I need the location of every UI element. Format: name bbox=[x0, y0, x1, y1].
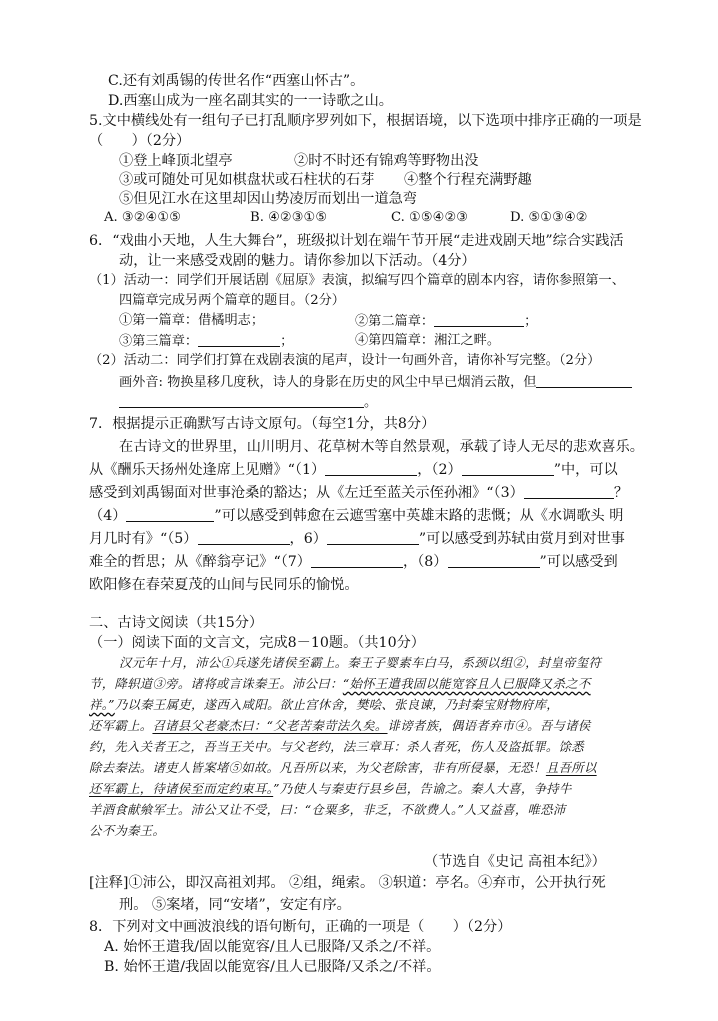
q6-voiceover-blank-2[interactable] bbox=[119, 392, 364, 408]
q6-chapter-2-blank[interactable] bbox=[434, 311, 524, 327]
passage-line6-text: 除去秦法。诸吏人皆案堵⑤如故。凡吾所以来，为父老除害，非有所侵暴，无恐！ bbox=[89, 760, 546, 775]
q7-line4 bbox=[89, 506, 623, 526]
q4-option-d: D.西塞山成为一座名副其实的一一诗歌之山。 bbox=[108, 93, 393, 109]
q4-option-c: C.还有刘禹锡的传世名作“西塞山怀古”。 bbox=[108, 73, 365, 89]
q7-line4-b: ”可以感受到韩愈在云遮雪塞中英雄末路的悲慨；从《水调歌头 明 bbox=[214, 508, 624, 524]
q8-option-a[interactable]: A. 始怀王遣我/固以能宽容/且人已服降/又杀之/不祥。 bbox=[104, 939, 441, 955]
q5-sentence-1: ①登上峰顶北望亭 bbox=[119, 153, 233, 169]
q7-blank-5[interactable] bbox=[198, 529, 290, 545]
passage-line8: 羊酒食献飨军士。沛公又让不受，曰：“仓粟多，非乏，不欲费人。”人又益喜，唯恐沛 bbox=[89, 802, 566, 817]
q6-voiceover-text: 画外音: 物换星移几度秋，诗人的身影在历史的风尘中早已烟消云散，但 bbox=[119, 375, 537, 390]
q7-blank-8[interactable] bbox=[448, 552, 540, 568]
passage-line4-text: 还军霸上。 bbox=[89, 718, 153, 733]
q6-chapter-4: ④第四篇章：湘江之畔。 bbox=[355, 333, 501, 348]
passage-line4-rest: 诽谤者族，偶语者弃市④。吾与诸侯 bbox=[387, 718, 591, 733]
passage-line2-text: 节，降轵道③旁。诸将或言诛秦王。沛公曰： bbox=[89, 676, 343, 691]
q7-line2-c: ”中，可以 bbox=[553, 462, 618, 478]
q7-blank-1[interactable] bbox=[325, 460, 417, 476]
passage-underlined-1: 召诸县父老豪杰曰：“父老苦秦苛法久矣。 bbox=[152, 718, 388, 733]
q5-sentence-4: ④整个行程充满野趣 bbox=[404, 172, 532, 188]
q5-option-c[interactable]: C. ①⑤④②③ bbox=[391, 210, 469, 225]
q6-chapter-3-label: ③第三篇章： bbox=[119, 334, 199, 349]
notes-line1: [注释]①沛公，即汉高祖刘邦。 ②组，绳索。 ③轵道：亭名。④弃市，公开执行死 bbox=[89, 875, 606, 891]
q7-line6 bbox=[89, 552, 618, 572]
q7-blank-7[interactable] bbox=[311, 552, 403, 568]
q7-line7: 欧阳修在春荣夏茂的山间与民同乐的愉悦。 bbox=[89, 577, 359, 593]
q6-activity2-line1: （2）活动二：同学们打算在戏剧表演的尾声，设计一句画外音，请你补写完整。（2分） bbox=[89, 353, 601, 368]
q7-line6-a: 难全的哲思；从《醉翁亭记》“（7） bbox=[89, 554, 311, 570]
passage-line4 bbox=[89, 716, 591, 736]
q6-chapter-3 bbox=[119, 331, 293, 352]
q6-chapter-3-semi: ； bbox=[280, 334, 294, 349]
q6-chapter-2 bbox=[355, 311, 537, 332]
q5-sentence-5: ⑤但见江水在这里却因山势凌厉而划出一道急弯 bbox=[119, 191, 417, 207]
passage-line6 bbox=[89, 758, 597, 778]
q7-line5-c: ”可以感受到苏轼由赏月到对世事 bbox=[418, 531, 625, 547]
q5-points: （ ）（2分） bbox=[89, 133, 191, 149]
q7-blank-2[interactable] bbox=[462, 460, 554, 476]
q7-line3 bbox=[89, 483, 628, 503]
passage-line9: 公不为秦王。 bbox=[89, 823, 166, 838]
q6-activity1-line1: （1）活动一：同学们开展话剧《屈原》表演，拟编写四个篇章的剧本内容，请你参照第一、 bbox=[89, 273, 625, 288]
passage-line3 bbox=[89, 695, 559, 715]
q6-voiceover-cont bbox=[119, 392, 377, 413]
q7-blank-4[interactable] bbox=[126, 506, 214, 522]
q5-sentence-2: ②时不时还有锦鸡等野物出没 bbox=[294, 153, 479, 169]
q5-option-b[interactable]: B. ④②③①⑤ bbox=[250, 210, 328, 225]
q6-voiceover bbox=[119, 372, 632, 393]
q7-blank-3[interactable] bbox=[524, 483, 614, 499]
passage-underlined-2: 且吾所以 bbox=[545, 760, 597, 775]
passage-line3-text: 乃以秦王属吏，遂西入咸阳。欲止宫休舍，樊哙、张良谏，乃封秦宝财物府库， bbox=[114, 697, 559, 712]
q7-line1: 在古诗文的世界里，山川明月、花草树木等自然景观，承载了诗人无尽的悲欢喜乐。 bbox=[119, 439, 644, 455]
section2-title: 二、古诗文阅读（共15分） bbox=[89, 615, 264, 631]
passage-line7 bbox=[89, 779, 572, 799]
passage-source: （节选自《史记 高祖本纪》） bbox=[424, 854, 606, 870]
q8-option-b[interactable]: B. 始怀王遣/我固以能宽容/且人已服降/又杀之/不祥。 bbox=[104, 959, 441, 975]
section2-part1: （一）阅读下面的文言文，完成8－10题。（共10分） bbox=[89, 635, 425, 651]
q7-line2 bbox=[89, 460, 618, 480]
q6-chapter-2-semi: ； bbox=[524, 314, 538, 329]
q6-stem-line2: 动，让一来感受戏剧的魅力。请你参加以下活动。（4分） bbox=[119, 253, 476, 269]
passage-line1: 汉元年十月，沛公①兵遂先诸侯至霸上。秦王子婴素车白马，系颈以组②，封皇帝玺符 bbox=[119, 655, 602, 670]
q7-line2-a: 从《酬乐天扬州处逢席上见赠》“（1） bbox=[89, 462, 326, 478]
q5-stem: 5.文中横线处有一组句子已打乱顺序罗列如下，根据语境，以下选项中排序正确的一项是 bbox=[89, 113, 642, 129]
passage-line5: 约，先入关者王之，吾当王关中。与父老约，法三章耳：杀人者死，伤人及盗抵罪。馀悉 bbox=[89, 739, 584, 754]
passage-line7-text: ”乃使人与秦吏行县乡邑，告谕之。秦人大喜，争持牛 bbox=[273, 781, 572, 796]
q6-chapter-3-blank[interactable] bbox=[198, 331, 280, 347]
q6-stem-line1: 6．“戏曲小天地，人生大舞台”，班级拟计划在端午节开展“走进戏剧天地”综合实践活 bbox=[89, 233, 624, 249]
q5-sentence-3: ③或可随处可见如棋盘状或石柱状的石芽 bbox=[119, 172, 375, 188]
q5-option-d[interactable]: D. ⑤①③④② bbox=[510, 210, 588, 225]
q6-voiceover-period: 。 bbox=[364, 395, 378, 410]
passage-line2 bbox=[89, 674, 591, 694]
q8-stem: 8．下列对文中画波浪线的语句断句，正确的一项是（ ）（2分） bbox=[89, 919, 512, 935]
q7-line5-b: ，6） bbox=[289, 531, 327, 547]
q7-line4-a: （4） bbox=[89, 508, 127, 524]
q7-line6-b: ，（8） bbox=[403, 554, 448, 570]
passage-underlined-2-end: 还军霸上，待诸侯至而定约束耳。 bbox=[89, 781, 274, 796]
passage-wavy-sentence-end: 祥。” bbox=[89, 697, 115, 712]
q7-line6-c: ”可以感受到 bbox=[539, 554, 618, 570]
q5-option-a[interactable]: A. ③②④①⑤ bbox=[104, 210, 182, 225]
passage-wavy-sentence: “始怀王遣我固以能宽容且人已服降又杀之不 bbox=[342, 676, 591, 691]
q6-voiceover-blank-1[interactable] bbox=[536, 372, 632, 388]
q7-line5-a: 月几时有》“（5） bbox=[89, 531, 198, 547]
q7-blank-6[interactable] bbox=[327, 529, 419, 545]
q6-activity1-line2: 四篇章完成另两个篇章的题目。（2分） bbox=[119, 293, 345, 308]
q7-line3-b: ？ bbox=[613, 485, 629, 501]
q7-stem: 7．根据提示正确默写古诗文原句。（每空1分，共8分） bbox=[89, 416, 436, 432]
q7-line3-a: 感受到刘禹锡面对世事沧桑的豁达；从《左迁至蓝关示侄孙湘》“（3） bbox=[89, 485, 524, 501]
notes-line2: 刑。 ⑤案堵，同“安堵”，安定有序。 bbox=[119, 897, 351, 913]
q7-line2-b: ，（2） bbox=[417, 462, 462, 478]
q6-chapter-1: ①第一篇章：借橘明志； bbox=[119, 313, 265, 328]
q6-chapter-2-label: ②第二篇章： bbox=[355, 314, 435, 329]
q7-line5 bbox=[89, 529, 625, 549]
